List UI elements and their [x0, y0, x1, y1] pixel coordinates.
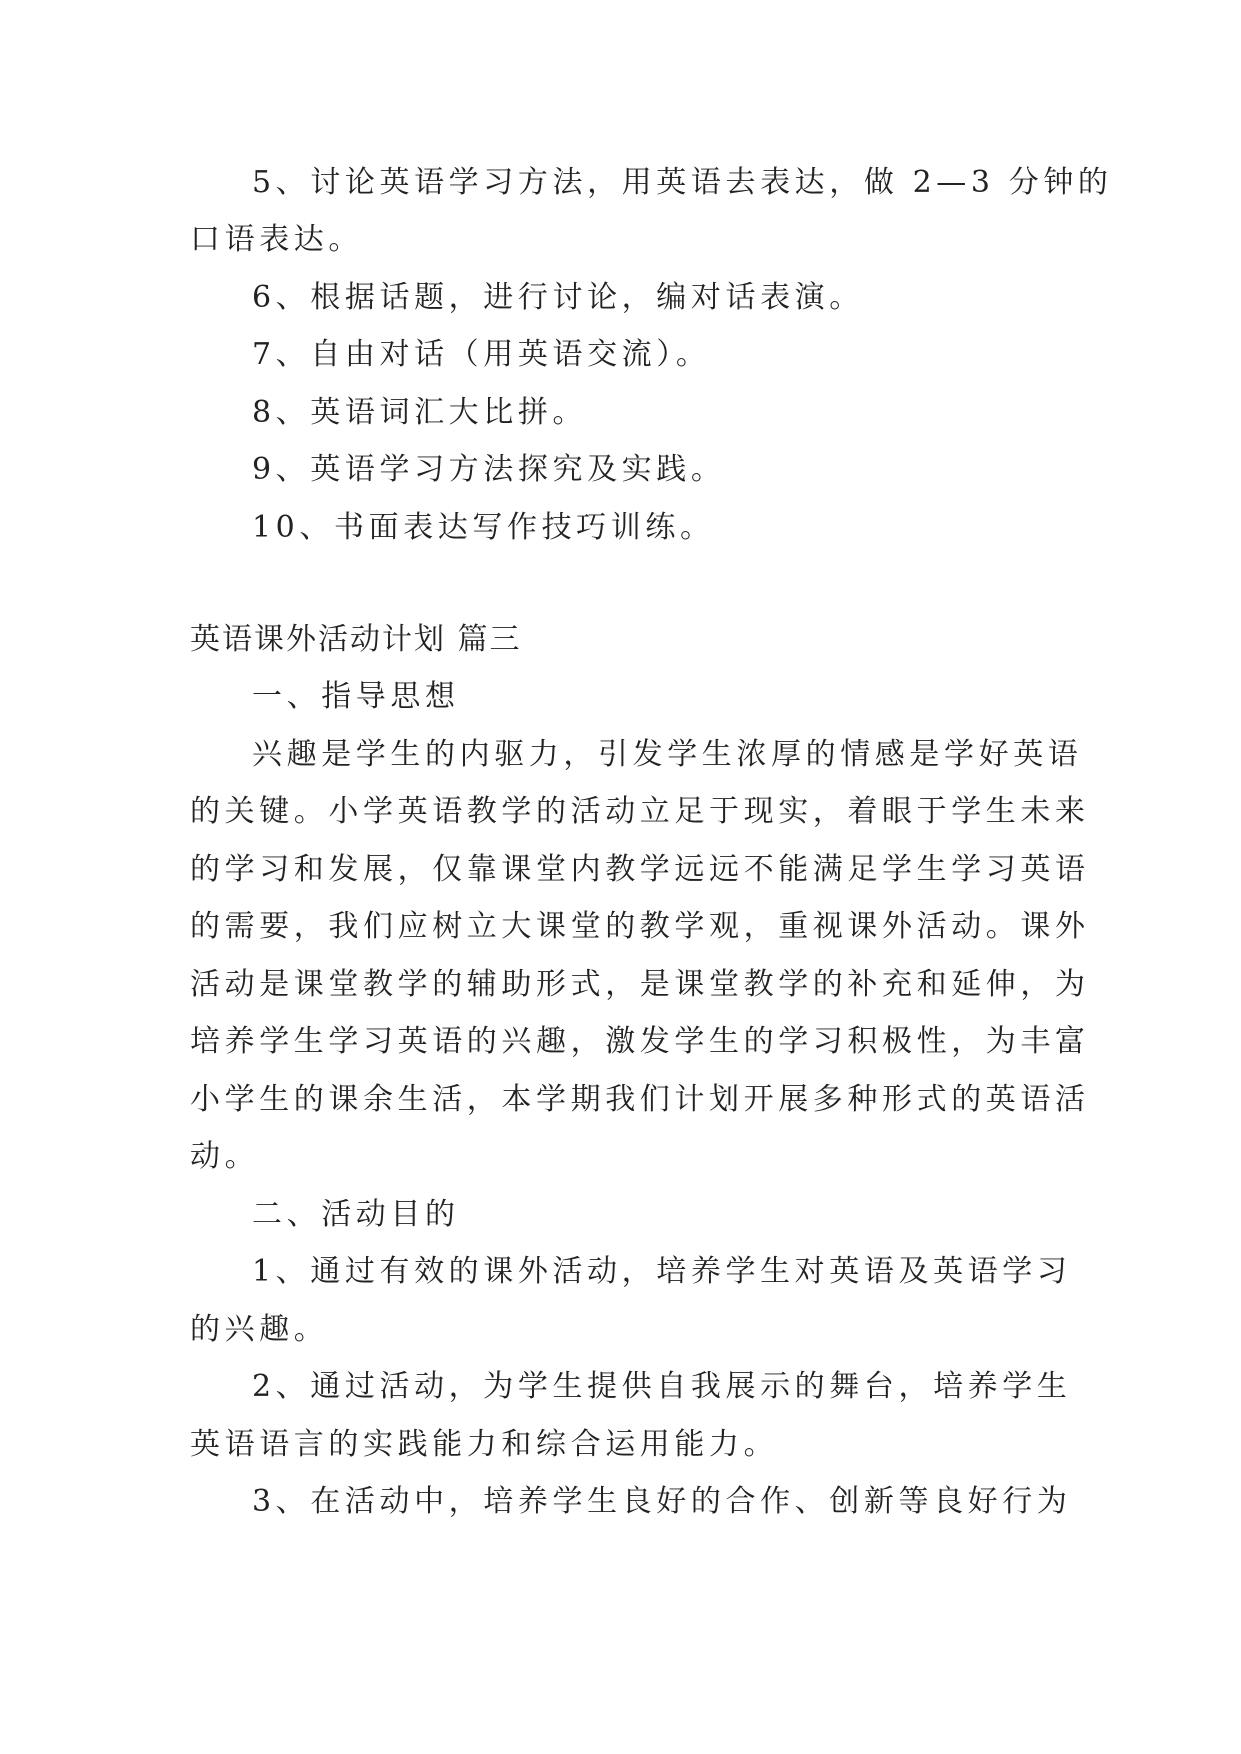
list-item-6: 6、根据话题，进行讨论，编对话表演。: [252, 280, 864, 315]
heading-activity-goals: 二、活动目的: [252, 1197, 460, 1232]
paragraph-line: 活动是课堂教学的辅助形式，是课堂教学的补充和延伸，为: [190, 967, 1090, 1002]
goal-item-3: 3、在活动中，培养学生良好的合作、创新等良好行为: [252, 1484, 1072, 1519]
list-item-5: 5、讨论英语学习方法，用英语去表达，做 2—3 分钟的: [252, 165, 1113, 200]
goal-item-1: 1、通过有效的课外活动，培养学生对英语及英语学习: [252, 1254, 1072, 1289]
goal-item-2: 2、通过活动，为学生提供自我展示的舞台，培养学生: [252, 1369, 1072, 1404]
goal-item-2-continued: 英语语言的实践能力和综合运用能力。: [190, 1427, 779, 1462]
paragraph-line: 培养学生学习英语的兴趣，激发学生的学习积极性，为丰富: [190, 1024, 1090, 1059]
list-item-8: 8、英语词汇大比拼。: [252, 395, 588, 430]
list-item-9: 9、英语学习方法探究及实践。: [252, 452, 726, 487]
goal-item-1-continued: 的兴趣。: [190, 1312, 329, 1347]
list-item-7: 7、自由对话（用英语交流）。: [252, 337, 711, 372]
list-item-5-continued: 口语表达。: [190, 222, 363, 257]
section-title: 英语课外活动计划 篇三: [190, 622, 522, 657]
paragraph-line: 兴趣是学生的内驱力，引发学生浓厚的情感是学好英语: [252, 737, 1083, 772]
paragraph-line: 小学生的课余生活，本学期我们计划开展多种形式的英语活: [190, 1082, 1090, 1117]
paragraph-line: 动。: [190, 1139, 260, 1174]
paragraph-line: 的关键。小学英语教学的活动立足于现实，着眼于学生未来: [190, 794, 1090, 829]
document-page: [190, 0, 1113, 1754]
paragraph-line: 的需要，我们应树立大课堂的教学观，重视课外活动。课外: [190, 909, 1090, 944]
list-item-10: 10、书面表达写作技巧训练。: [252, 510, 715, 545]
heading-guiding-thought: 一、指导思想: [252, 679, 460, 714]
paragraph-line: 的学习和发展，仅靠课堂内教学远远不能满足学生学习英语: [190, 852, 1090, 887]
